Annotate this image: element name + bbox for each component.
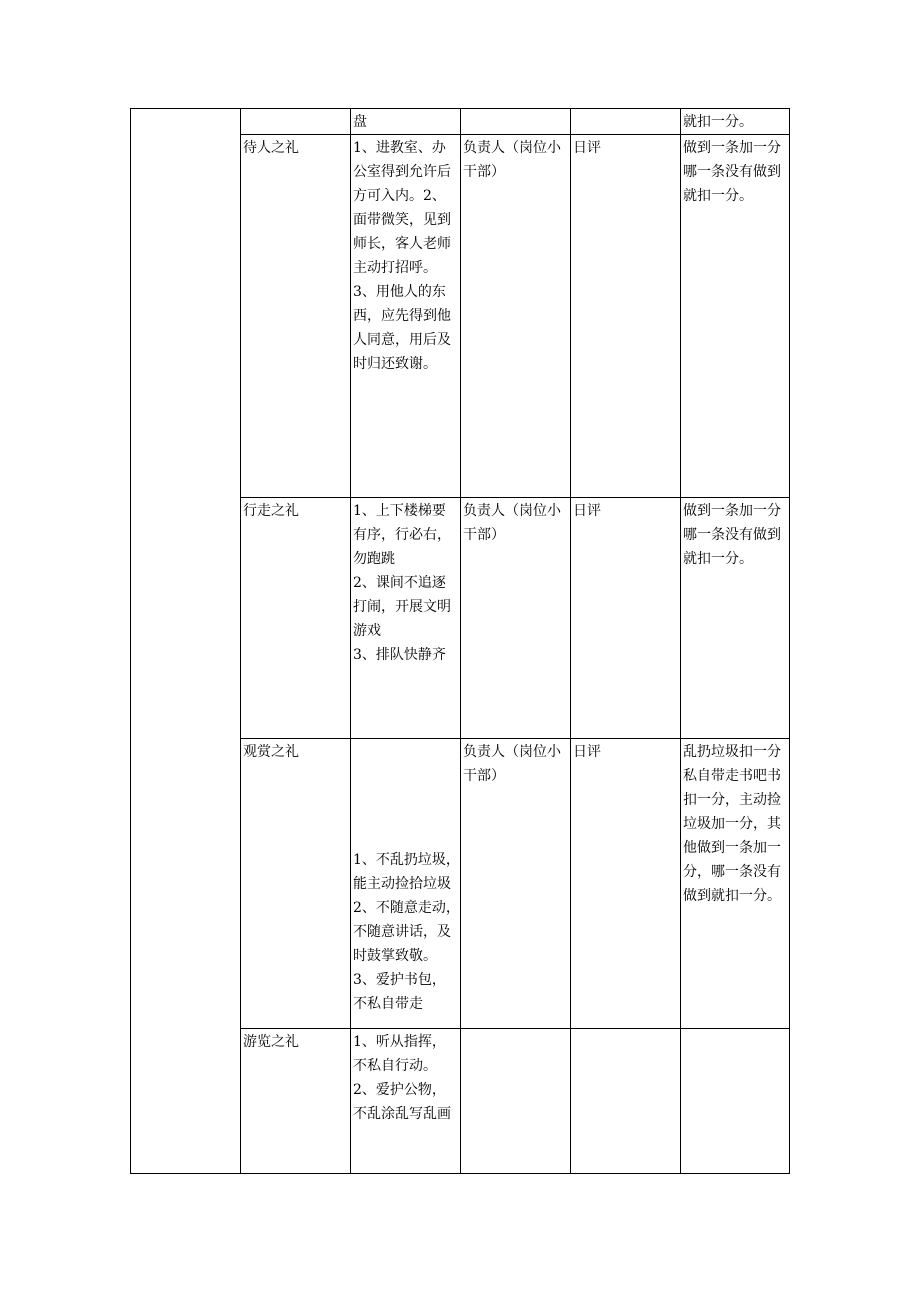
cell-text-line: 游览之礼 <box>243 1034 299 1050</box>
cell-text-line: 就扣一分。 <box>683 114 753 130</box>
content-cell <box>351 848 460 1027</box>
cell-text-line: 能主动捡拾垃圾 <box>353 876 451 892</box>
cell-text-line: 不乱涂乱写乱画 <box>353 1106 451 1122</box>
item-cell <box>241 1030 350 1173</box>
cell-text-line: 负责人（岗位小 <box>463 140 561 156</box>
cell-text-line: 西，应先得到他 <box>353 308 451 324</box>
cell-text-line: 负责人（岗位小 <box>463 744 561 760</box>
content-cell <box>351 499 460 737</box>
cell-text-line: 做到一条加一分 <box>683 140 781 156</box>
cell-text-line: 方可入内。2、 <box>353 188 446 204</box>
cell-text-line: 主动打招呼。 <box>353 260 437 276</box>
owner-cell <box>461 136 570 496</box>
cell-text-line: 有序，行必右， <box>353 527 451 543</box>
cell-text-line: 师长，客人老师 <box>353 236 451 252</box>
cell-text-line: 乱扔垃圾扣一分 <box>683 744 781 760</box>
cell-text-line: 1、上下楼梯要 <box>353 503 446 519</box>
cell-text-line: 就扣一分。 <box>683 188 753 204</box>
cell-text-line: 2、爱护公物， <box>353 1082 446 1098</box>
cell-text-line: 时归还致谢。 <box>353 356 437 372</box>
cell-text-line: 3、排队快静齐 <box>353 647 446 663</box>
cell-text-line: 分，哪一条没有 <box>683 864 781 880</box>
cell-text-line: 3、爱护书包， <box>353 972 446 988</box>
cell-text-line: 勿跑跳 <box>353 551 395 567</box>
content-cell <box>351 110 460 133</box>
cell-text-line: 游戏 <box>353 623 381 639</box>
owner-cell <box>461 1030 570 1173</box>
cell-text-line: 垃圾加一分，其 <box>683 816 781 832</box>
content-cell <box>351 1030 460 1173</box>
cell-text-line: 1、进教室、办 <box>353 140 446 156</box>
table-vertical-rule <box>130 108 131 1174</box>
frequency-cell <box>571 499 680 737</box>
cell-text-line: 1、不乱扔垃圾， <box>353 852 460 868</box>
cell-text-line: 日评 <box>573 140 601 156</box>
cell-text-line: 打闹，开展文明 <box>353 599 451 615</box>
cell-text-line: 人同意，用后及 <box>353 332 451 348</box>
cell-text-line: 行走之礼 <box>243 503 299 519</box>
cell-text-line: 哪一条没有做到 <box>683 164 781 180</box>
item-cell <box>241 136 350 496</box>
cell-text-line: 做到就扣一分。 <box>683 888 781 904</box>
content-cell <box>351 136 460 496</box>
cell-text-line: 不私自带走 <box>353 996 423 1012</box>
cell-text-line: 2、不随意走动， <box>353 900 460 916</box>
table-horizontal-rule <box>240 1028 790 1029</box>
cell-text-line: 负责人（岗位小 <box>463 503 561 519</box>
item-cell <box>241 740 350 1027</box>
cell-text-line: 扣一分，主动捡 <box>683 792 781 808</box>
owner-cell <box>461 499 570 737</box>
item-cell <box>241 110 350 133</box>
table-horizontal-rule <box>240 497 790 498</box>
cell-text-line: 观赏之礼 <box>243 744 299 760</box>
cell-text-line: 时鼓掌致敬。 <box>353 948 437 964</box>
table-horizontal-rule <box>130 108 790 109</box>
scoring-cell <box>681 1030 790 1173</box>
owner-cell <box>461 740 570 1027</box>
cell-text-line: 2、课间不追逐 <box>353 575 446 591</box>
cell-text-line: 就扣一分。 <box>683 551 753 567</box>
scoring-cell <box>681 740 790 1027</box>
table-horizontal-rule <box>240 738 790 739</box>
table-horizontal-rule <box>130 1173 790 1174</box>
cell-text-line: 面带微笑，见到 <box>353 212 451 228</box>
cell-text-line: 做到一条加一分 <box>683 503 781 519</box>
scoring-cell <box>681 136 790 496</box>
cell-text-line: 干部） <box>463 527 505 543</box>
cell-text-line: 日评 <box>573 503 601 519</box>
cell-text-line: 不随意讲话，及 <box>353 924 451 940</box>
cell-text-line: 私自带走书吧书 <box>683 768 781 784</box>
scoring-cell <box>681 499 790 737</box>
cell-text-line: 哪一条没有做到 <box>683 527 781 543</box>
cell-text-line: 盘 <box>353 114 367 130</box>
cell-text-line: 3、用他人的东 <box>353 284 446 300</box>
cell-text-line: 日评 <box>573 744 601 760</box>
cell-text-line: 待人之礼 <box>243 140 299 156</box>
table-horizontal-rule <box>240 134 790 135</box>
item-cell <box>241 499 350 737</box>
frequency-cell <box>571 740 680 1027</box>
frequency-cell <box>571 136 680 496</box>
frequency-cell <box>571 110 680 133</box>
cell-text-line: 干部） <box>463 164 505 180</box>
cell-text-line: 他做到一条加一 <box>683 840 781 856</box>
etiquette-table <box>130 108 790 1174</box>
scoring-cell <box>681 110 790 133</box>
cell-text-line: 1、听从指挥， <box>353 1034 446 1050</box>
frequency-cell <box>571 1030 680 1173</box>
cell-text-line: 干部） <box>463 768 505 784</box>
owner-cell <box>461 110 570 133</box>
cell-text-line: 不私自行动。 <box>353 1058 437 1074</box>
cell-text-line: 公室得到允许后 <box>353 164 451 180</box>
